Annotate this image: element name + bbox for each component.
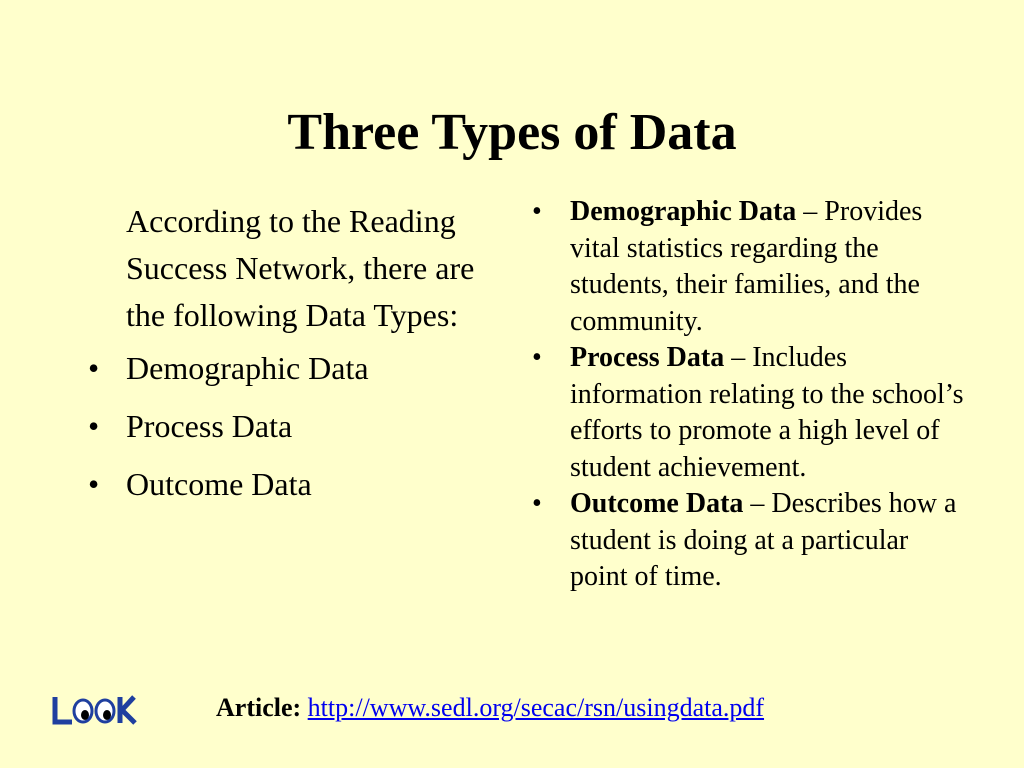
bullet-icon: • [532, 342, 542, 373]
definition-description: – Provides vital statistics regarding the students, their families, and the community. [570, 196, 923, 337]
slide-title: Three Types of Data [287, 104, 737, 161]
intro-text: According to the Reading Success Network, there are the following Data Types: [126, 203, 475, 333]
look-logo [52, 694, 138, 726]
definition-description: – Includes information relating to the school’s efforts to promote a high level of student achievement. [570, 342, 964, 483]
list-item [84, 461, 504, 508]
list-item-label: Outcome Data [126, 466, 312, 502]
bullet-icon: • [88, 466, 100, 502]
definition-term: Outcome Data [570, 488, 744, 519]
article-link[interactable]: http://www.sedl.org/secac/rsn/usingdata.pdf [307, 693, 765, 722]
definition-term: Demographic Data [570, 196, 797, 227]
bullet-icon: • [532, 488, 542, 519]
list-item [84, 345, 504, 392]
list-item [84, 403, 504, 450]
definitions-list [530, 194, 970, 596]
definition-item [530, 486, 970, 596]
right-column [530, 194, 970, 596]
bullet-icon: • [532, 196, 542, 227]
bullet-icon: • [88, 350, 100, 386]
definition-item [530, 194, 970, 340]
bullet-icon: • [88, 408, 100, 444]
footer-citation [216, 690, 764, 726]
list-item-label: Process Data [126, 408, 293, 444]
data-types-list [84, 345, 504, 508]
look-eyes-logo-icon [52, 694, 138, 726]
definition-term: Process Data [570, 342, 725, 373]
definition-item [530, 340, 970, 486]
definition-description: – Describes how a student is doing at a particular point of time. [570, 488, 957, 592]
article-label: Article: [216, 693, 302, 722]
list-item-label: Demographic Data [126, 350, 369, 386]
left-column [84, 198, 504, 519]
